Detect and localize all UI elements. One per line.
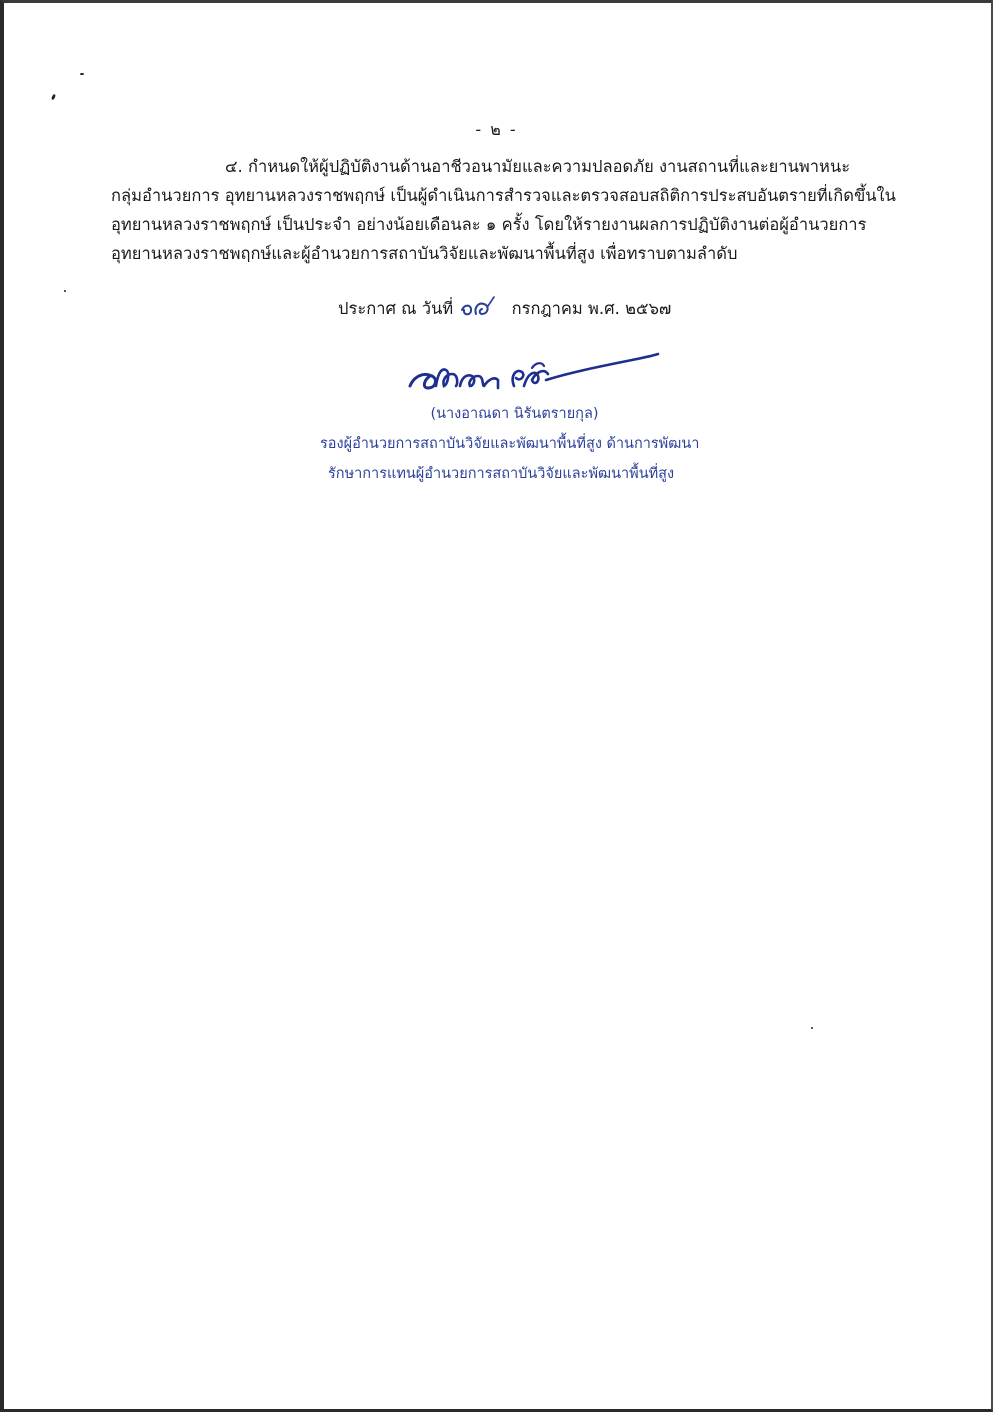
scan-speck	[80, 73, 84, 75]
scan-speck	[811, 1027, 813, 1029]
page-number: - ๒ -	[475, 120, 518, 139]
handwritten-signature	[402, 346, 664, 404]
signer-title-line-1: รองผู้อำนวยการสถาบันวิจัยและพัฒนาพื้นที่สูง ด้านการพัฒนา	[320, 436, 700, 452]
handwritten-day	[458, 296, 506, 318]
announcement-date	[338, 294, 671, 324]
announcement-suffix: กรกฎาคม พ.ศ. ๒๕๖๗	[511, 299, 672, 318]
scan-speck	[64, 290, 66, 292]
paragraph-line-4: อุทยานหลวงราชพฤกษ์และผู้อำนวยการสถาบันวิจัยและพัฒนาพื้นที่สูง เพื่อทราบตามลำดับ	[111, 244, 738, 263]
signer-name: (นางอาณดา นิรันตรายกุล)	[430, 406, 599, 422]
signer-title-line-2: รักษาการแทนผู้อำนวยการสถาบันวิจัยและพัฒนาพื้นที่สูง	[328, 466, 675, 482]
paragraph-line-2: กลุ่มอำนวยการ อุทยานหลวงราชพฤกษ์ เป็นผู้ดำเนินการสำรวจและตรวจสอบสถิติการประสบอันตรายที่เกิดขึ้นใน	[111, 186, 896, 205]
paragraph-line-1: ๔. กำหนดให้ผู้ปฏิบัติงานด้านอาชีวอนามัยและความปลอดภัย งานสถานที่และยานพาหนะ	[225, 157, 851, 176]
paragraph-line-3: อุทยานหลวงราชพฤกษ์ เป็นประจำ อย่างน้อยเดือนละ ๑ ครั้ง โดยให้รายงานผลการปฏิบัติงานต่อผู้อำนวยการ	[111, 215, 867, 234]
announcement-prefix: ประกาศ ณ วันที่	[338, 299, 454, 318]
